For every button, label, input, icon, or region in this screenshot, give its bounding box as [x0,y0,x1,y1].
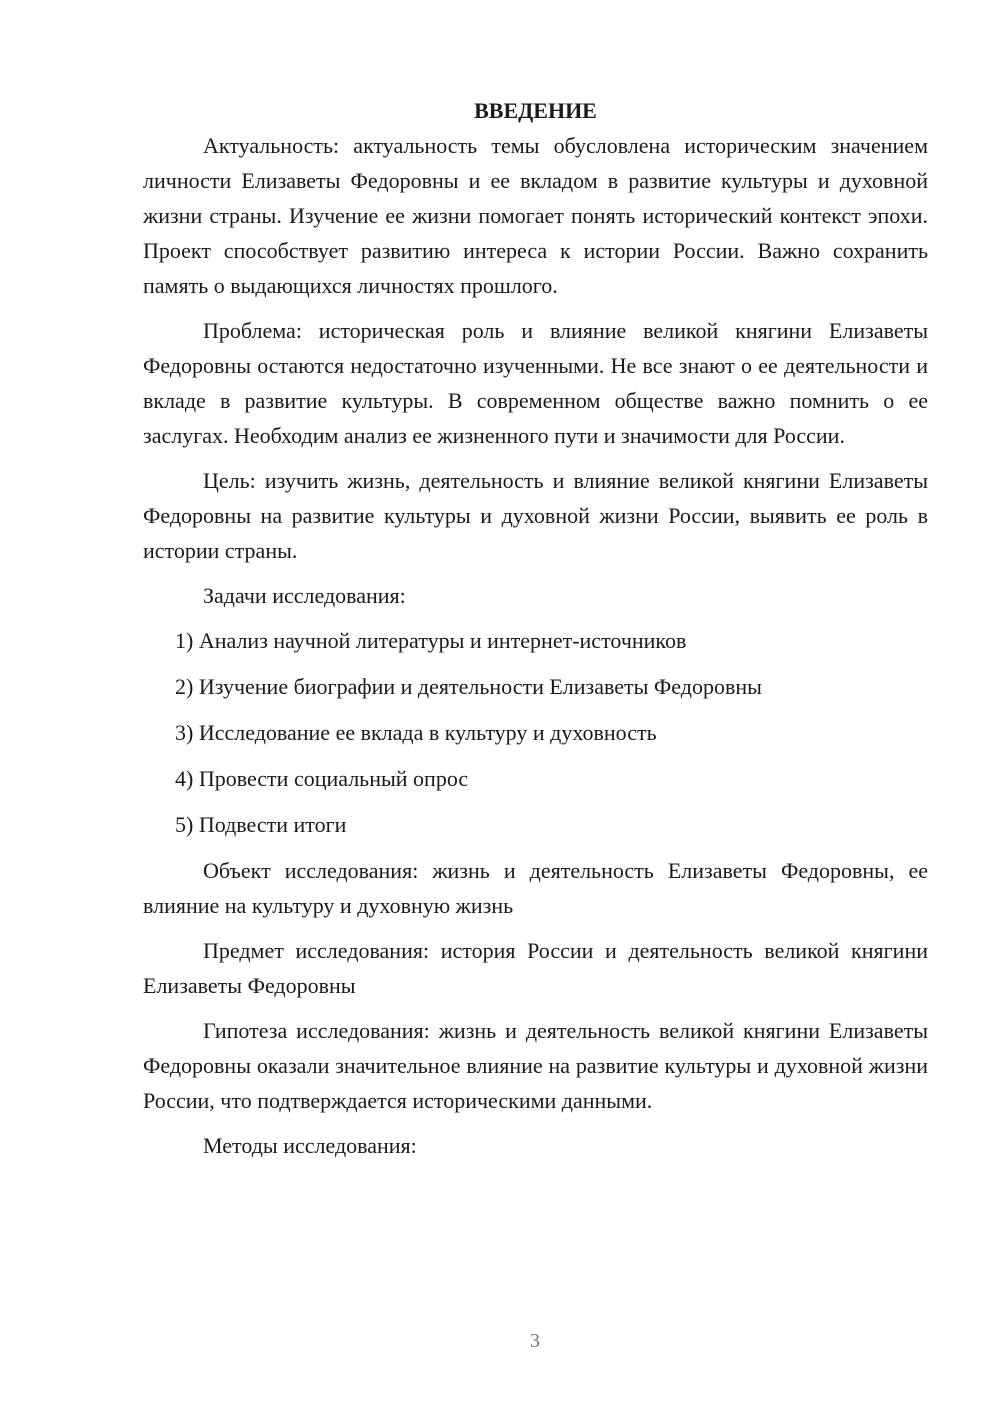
list-item: 4) Провести социальный опрос [175,766,469,791]
list-item: 5) Подвести итоги [175,812,347,837]
tasks-title: Задачи исследования: [203,583,406,608]
page-title: ВВЕДЕНИЕ [474,98,597,123]
subject-paragraph: Предмет исследования: история России и деятельность великой княгини Елизаветы Федоровны [143,938,928,998]
problem-paragraph: Проблема: историческая роль и влияние великой княгини Елизаветы Федоровны остаются недостаточно изученными. Не все знают о ее деятельности и вкладе в развитие культуры. В современном обществе важно помнить о ее заслугах. Необходим анализ ее жизненного пути и значимости для России. [143,318,928,448]
methods-title: Методы исследования: [203,1133,417,1158]
page-number: 3 [530,1330,540,1352]
relevance-paragraph: Актуальность: актуальность темы обусловлена историческим значением личности Елизаветы Федоровны и ее вкладом в развитие культуры и духовной жизни страны. Изучение ее жизни помогает понять исторический контекст эпохи. Проект способствует развитию интереса к истории России. Важно сохранить память о выдающихся личностях прошлого. [143,133,928,298]
list-item: 1) Анализ научной литературы и интернет-источников [175,628,687,653]
object-paragraph: Объект исследования: жизнь и деятельность Елизаветы Федоровны, ее влияние на культуру и духовную жизнь [143,858,928,918]
goal-paragraph: Цель: изучить жизнь, деятельность и влияние великой княгини Елизаветы Федоровны на развитие культуры и духовной жизни России, выявить ее роль в истории страны. [143,468,928,563]
list-item: 2) Изучение биографии и деятельности Елизаветы Федоровны [175,674,762,699]
list-item: 3) Исследование ее вклада в культуру и духовность [175,720,657,745]
hypothesis-paragraph: Гипотеза исследования: жизнь и деятельность великой княгини Елизаветы Федоровны оказали значительное влияние на развитие культуры и духовной жизни России, что подтверждается историческими данными. [143,1018,928,1113]
tasks-list [143,623,928,842]
document-body [143,93,928,1163]
